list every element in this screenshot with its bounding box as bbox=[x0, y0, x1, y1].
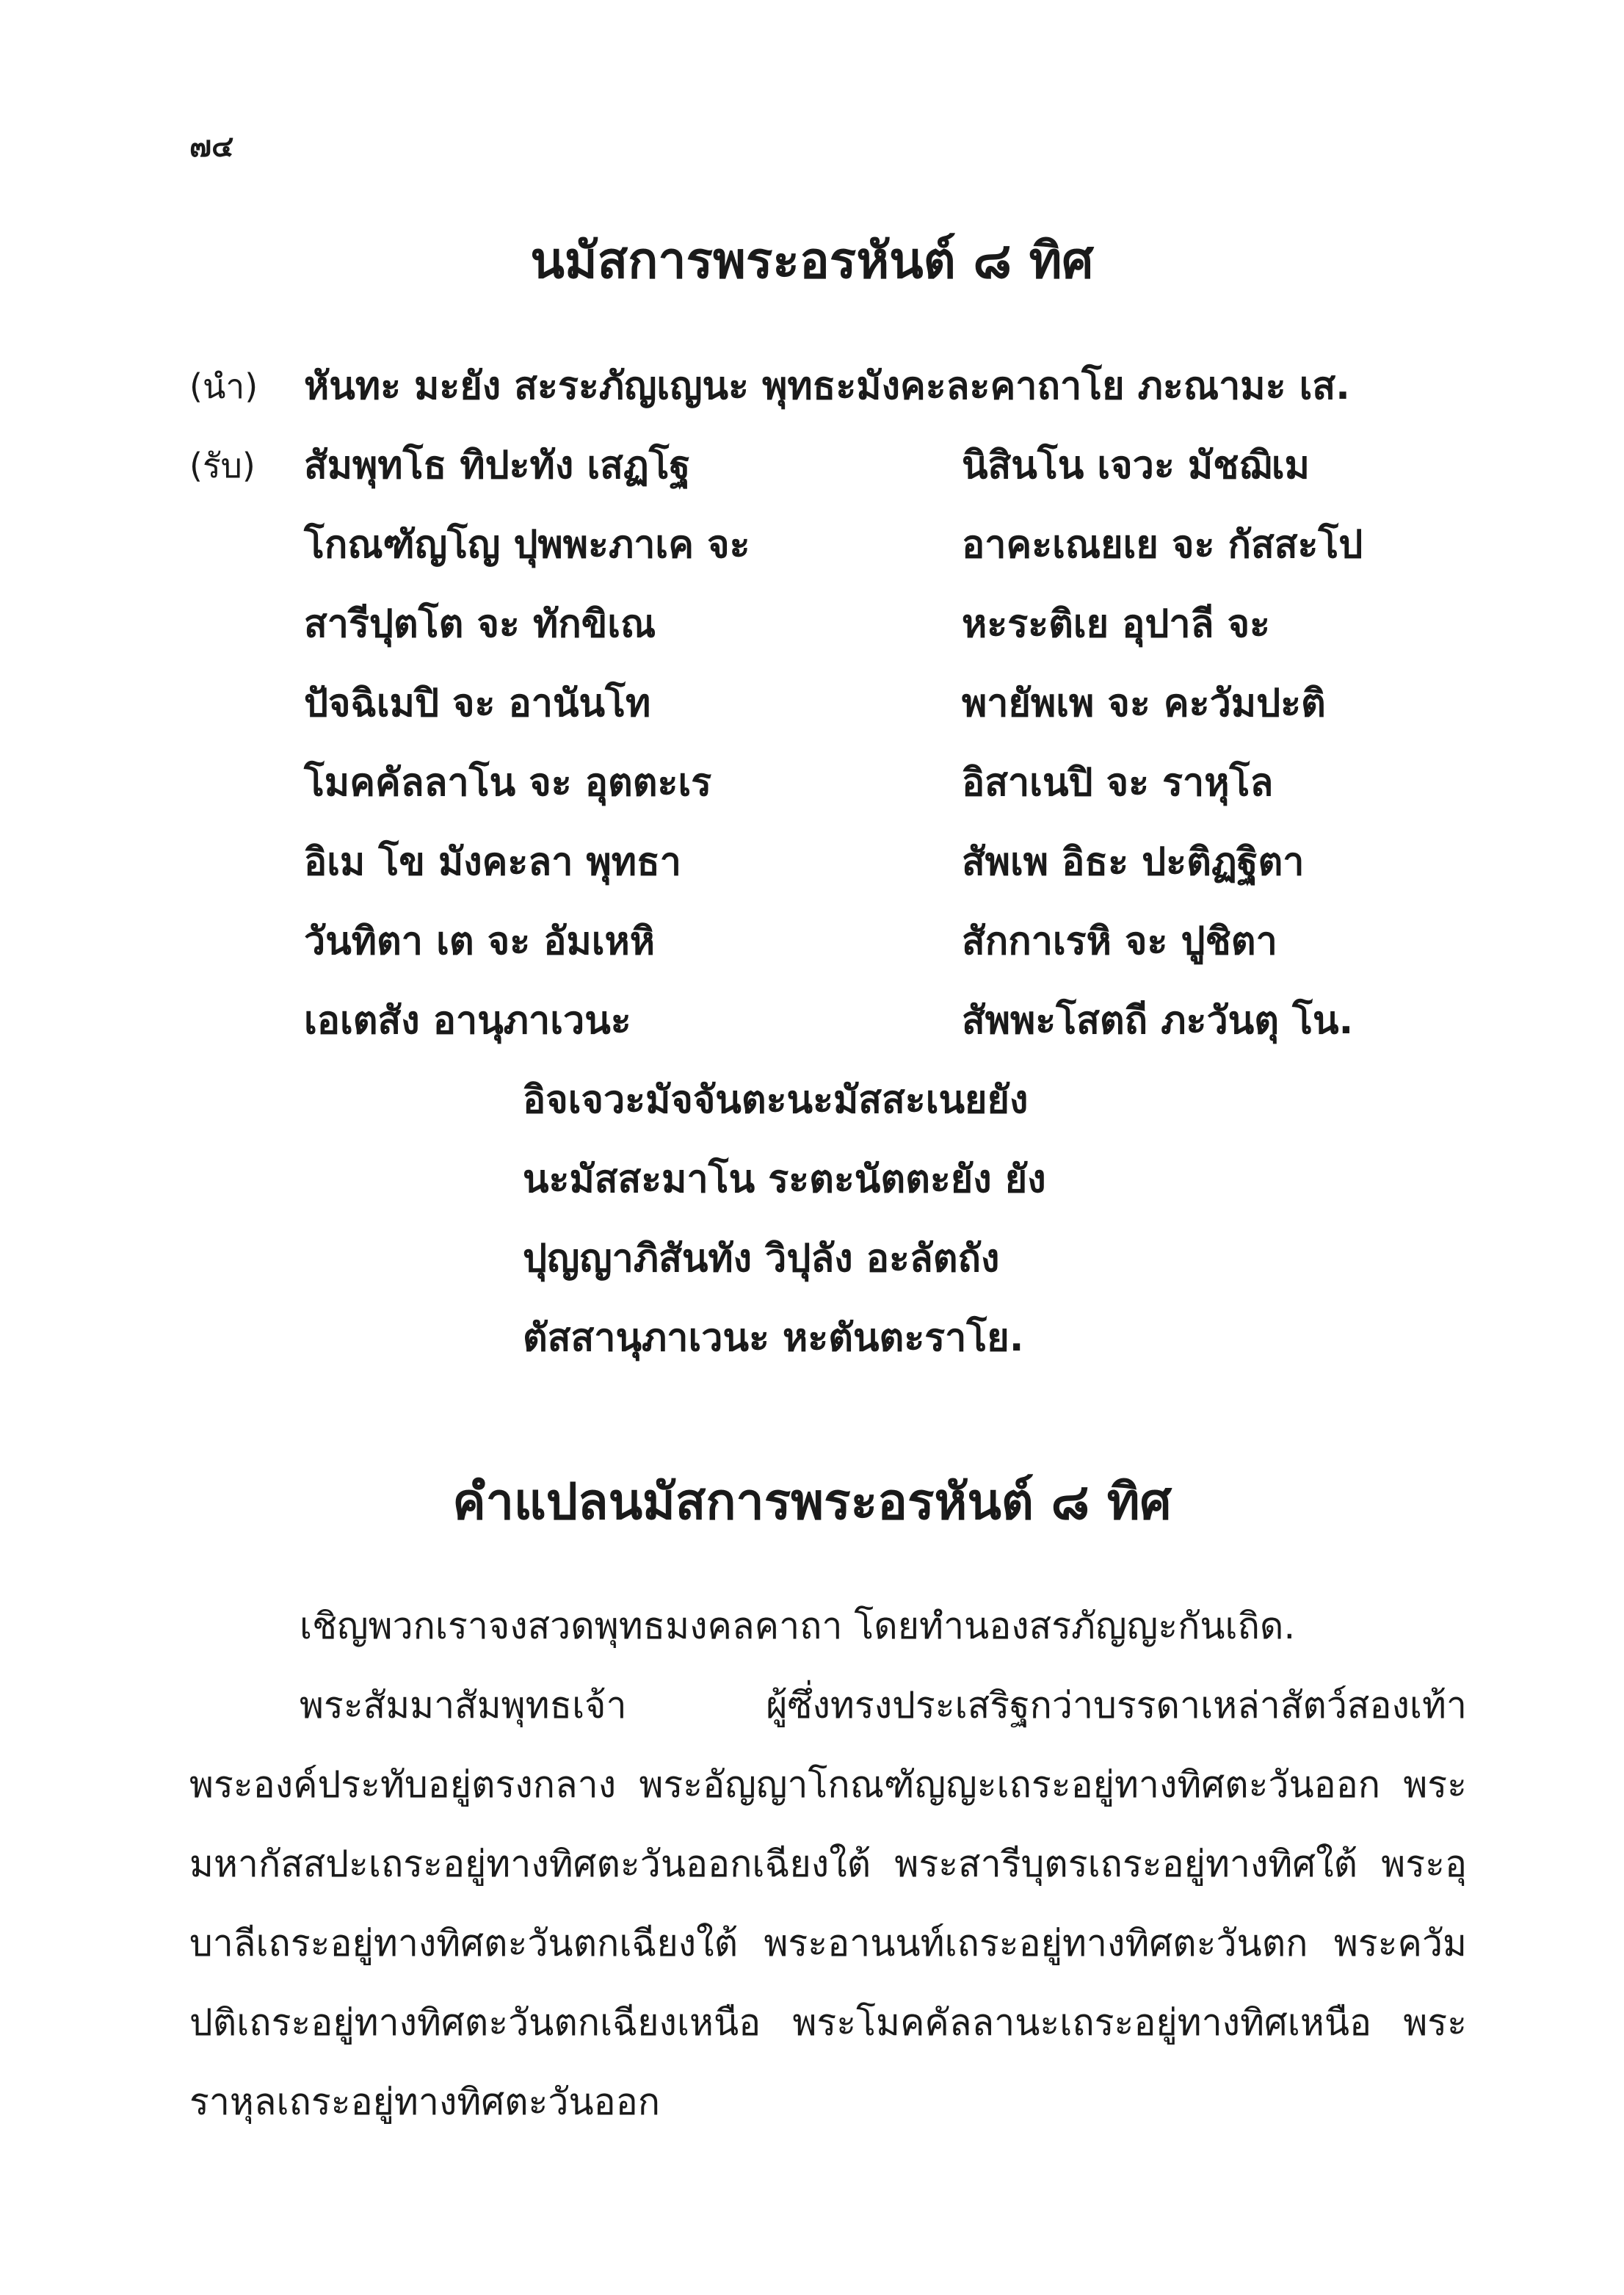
chant-line: อิสาเนปิ จะ ราหุโล bbox=[962, 761, 1274, 805]
page-number: ๗๔ bbox=[189, 130, 234, 164]
chant-line: อาคะเณยเย จะ กัสสะโป bbox=[962, 523, 1363, 567]
chant-line: สักกาเรหิ จะ ปูชิตา bbox=[962, 919, 1277, 964]
response-left-column bbox=[304, 426, 750, 1060]
stanza-line: อิจเจวะมัจจันตะนะมัสสะเนยยัง bbox=[523, 1078, 1029, 1122]
chant-line: อิเม โข มังคะลา พุทธา bbox=[304, 840, 682, 884]
chant-line: นิสินโน เจวะ มัชฌิเม bbox=[962, 444, 1310, 488]
response-role-label: (รับ) bbox=[189, 446, 255, 485]
chant-line: สัมพุทโธ ทิปะทัง เสฏโฐ bbox=[304, 444, 691, 488]
chant-line: สัพพะโสตถี ภะวันตุ โน. bbox=[962, 999, 1354, 1043]
lead-role-label: (นำ) bbox=[189, 366, 258, 406]
response-right-column bbox=[962, 426, 1363, 1060]
chant-line: ปัจฉิเมปิ จะ อานันโท bbox=[304, 682, 651, 726]
translation-paragraph: พระสัมมาสัมพุทธเจ้า ผู้ซึ่งทรงประเสริฐกว่าบรรดาเหล่าสัตว์สองเท้า พระองค์ประทับอยู่ตรงกลาง พระอัญญาโกณฑัญญะเถระอยู่ทางทิศตะวันออก พระมหากัสสปะเถระอยู่ทางทิศตะวันออกเฉียงใต้ พระสารีบุตรเถระอยู่ทางทิศใต้ พระอุบาลีเถระอยู่ทางทิศตะวันตกเฉียงใต้ พระอานนท์เถระอยู่ทางทิศตะวันตก พระควัมปติเถระอยู่ทางทิศตะวันตกเฉียงเหนือ พระโมคคัลลานะเถระอยู่ทางทิศเหนือ พระราหุลเถระอยู่ทางทิศตะวันออก bbox=[189, 1684, 1467, 2123]
lead-chant-line: หันทะ มะยัง สะระภัญเญนะ พุทธะมังคะละคาถาโย ภะณามะ เส. bbox=[304, 364, 1350, 408]
chant-line: หะระติเย อุปาลี จะ bbox=[962, 602, 1270, 646]
chant-line: โมคคัลลาโน จะ อุตตะเร bbox=[304, 761, 712, 805]
translation-paragraph: เชิญพวกเราจงสวดพุทธมงคลคาถา โดยทำนองสรภัญญะกันเถิด. bbox=[300, 1605, 1296, 1647]
chant-line: โกณฑัญโญ ปุพพะภาเค จะ bbox=[304, 523, 750, 567]
chant-line: วันทิตา เต จะ อัมเหหิ bbox=[304, 919, 656, 964]
chant-line: พายัพเพ จะ คะวัมปะติ bbox=[962, 682, 1326, 726]
stanza-line: ปุญญาภิสันทัง วิปุลัง อะลัตถัง bbox=[523, 1237, 1000, 1281]
stanza-line: นะมัสสะมาโน ระตะนัตตะยัง ยัง bbox=[523, 1157, 1046, 1201]
page-title: นมัสการพระอรหันต์ ๘ ทิศ bbox=[530, 232, 1094, 290]
chant-line: เอเตสัง อานุภาเวนะ bbox=[304, 999, 631, 1043]
stanza-line: ตัสสานุภาเวนะ หะตันตะราโย. bbox=[523, 1316, 1024, 1360]
chant-line: สัพเพ อิธะ ปะติฏฐิตา bbox=[962, 840, 1305, 884]
translation-body bbox=[189, 1586, 1467, 2142]
chant-line: สารีปุตโต จะ ทักขิเณ bbox=[304, 602, 656, 646]
closing-stanza bbox=[523, 1060, 1046, 1378]
translation-title: คำแปลนมัสการพระอรหันต์ ๘ ทิศ bbox=[452, 1473, 1172, 1531]
